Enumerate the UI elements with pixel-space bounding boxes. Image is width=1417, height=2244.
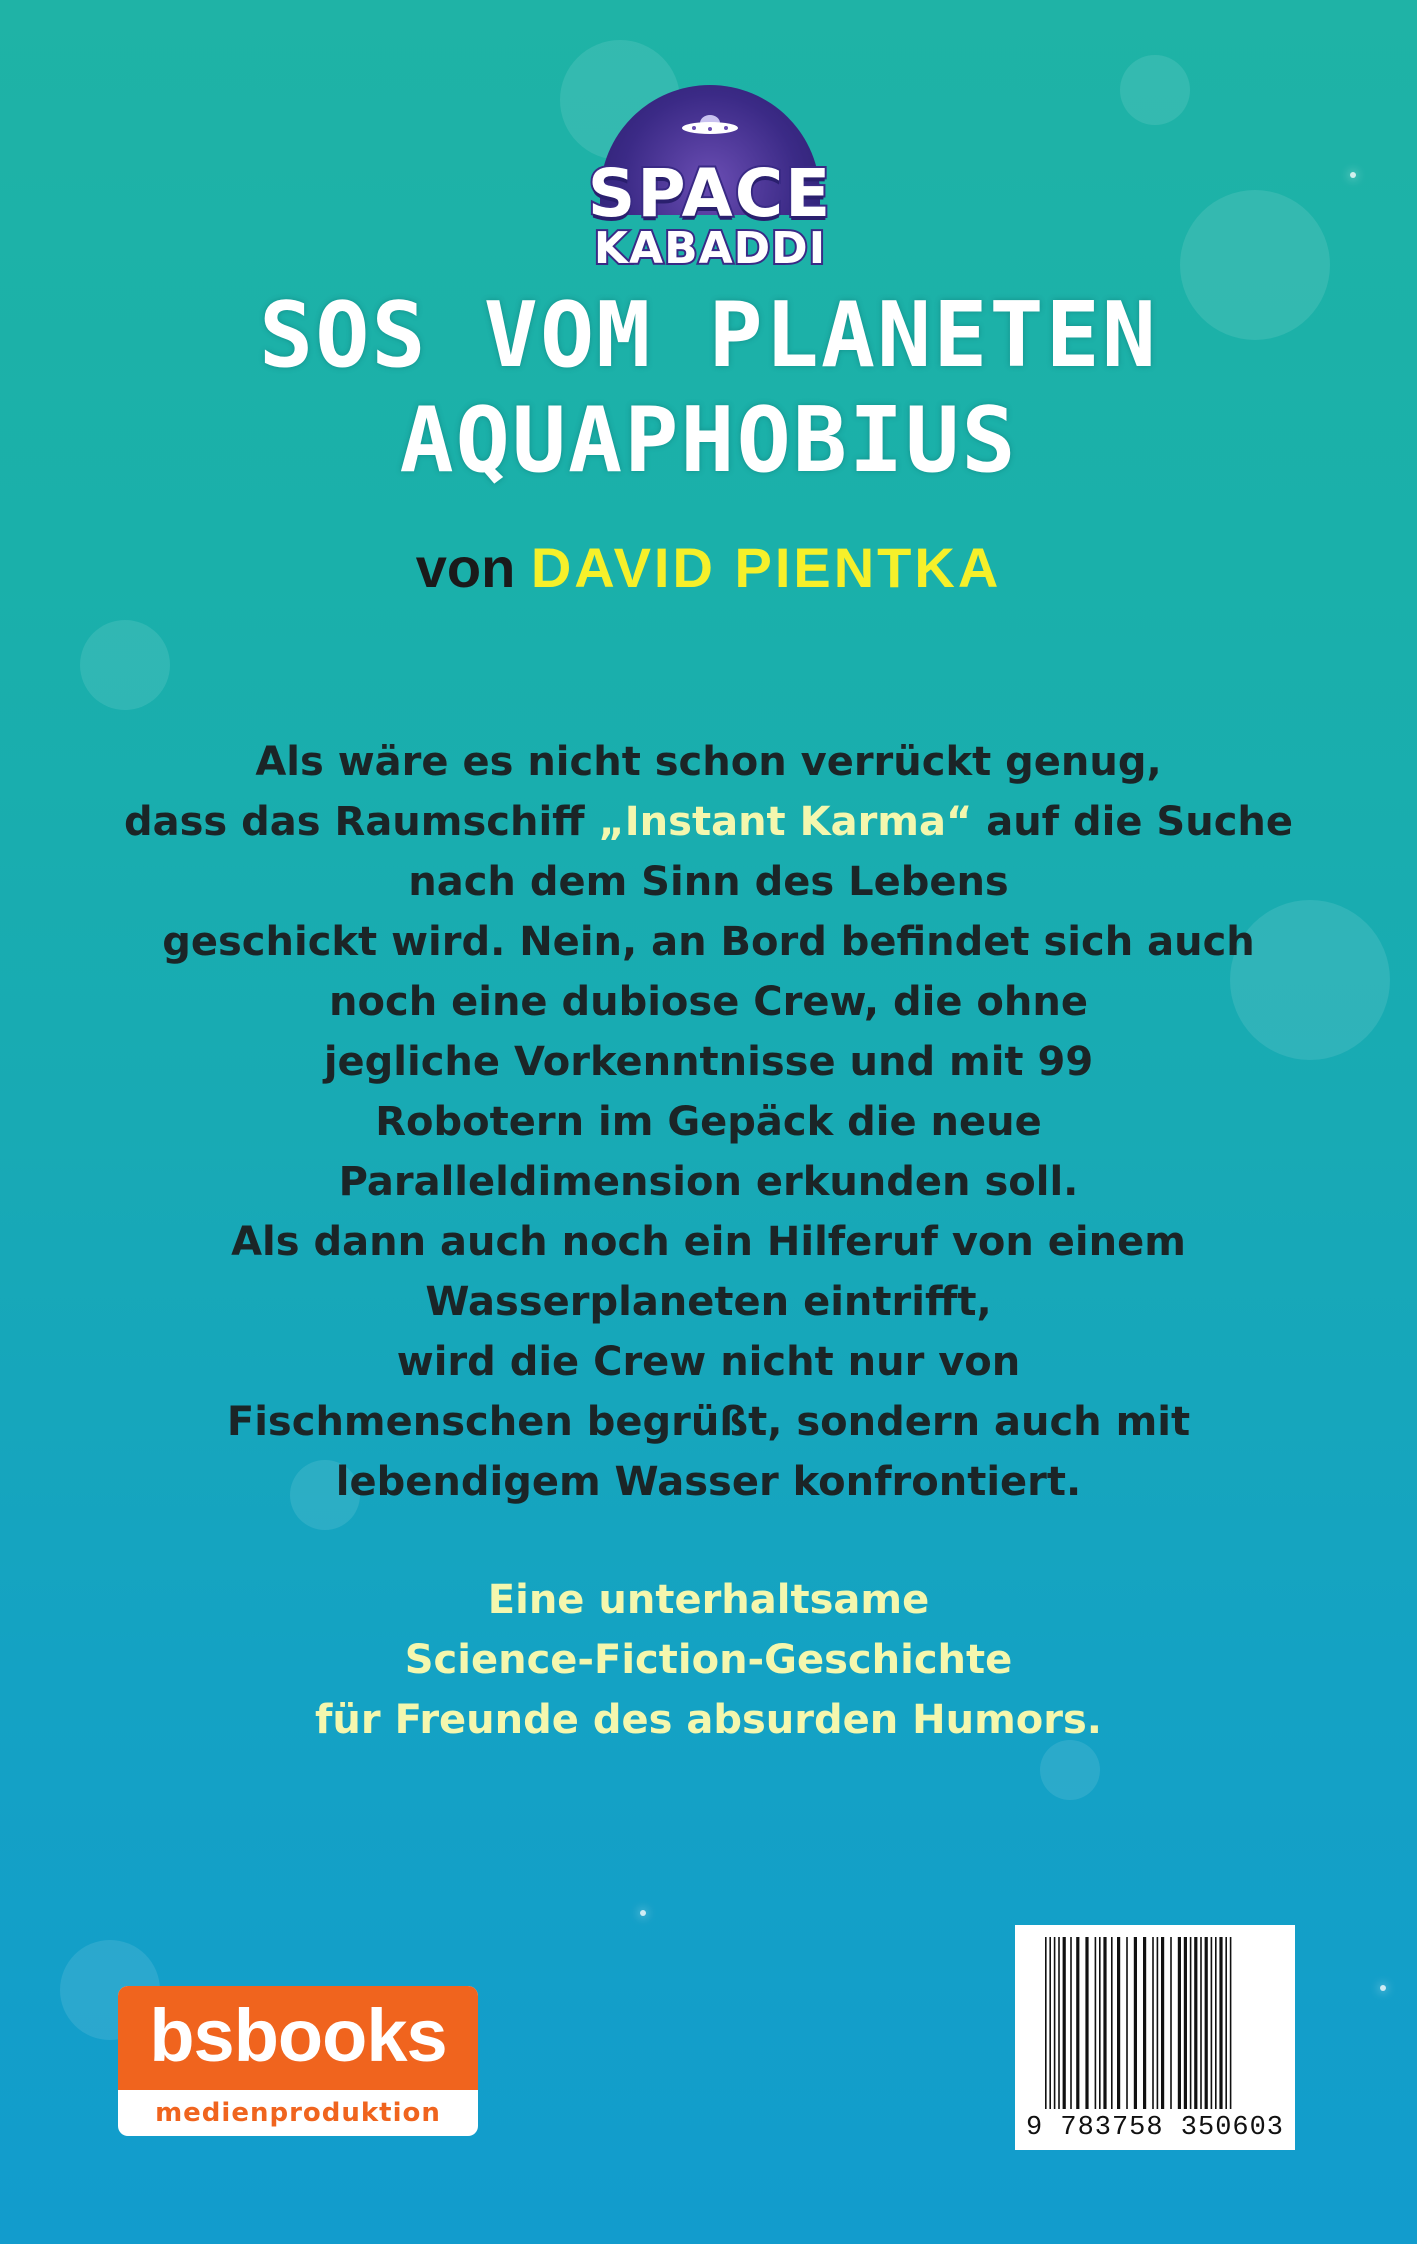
ship-name-highlight: „Instant Karma“ — [598, 799, 973, 845]
blurb-line — [100, 792, 1317, 852]
tagline-line: für Freunde des absurden Humors. — [315, 1697, 1102, 1743]
barcode-bar — [1225, 1937, 1227, 2109]
barcode-bar — [1170, 1937, 1172, 2109]
blurb-line: nach dem Sinn des Lebens — [408, 859, 1009, 905]
author-prefix: von — [415, 536, 516, 599]
barcode-bar — [1099, 1937, 1101, 2109]
logo-space-text: SPACE — [587, 155, 833, 232]
blurb-text — [100, 732, 1317, 1512]
isbn-barcode — [1015, 1925, 1295, 2150]
blurb-line: Wasserplaneten eintrifft, — [425, 1279, 992, 1325]
sparkle-decoration — [1350, 172, 1356, 178]
logo-kabaddi-text: KABADDI — [593, 223, 827, 274]
blurb-line: lebendigem Wasser konfrontiert. — [335, 1459, 1082, 1505]
barcode-bar — [1200, 1937, 1202, 2109]
blurb-line: Als dann auch noch ein Hilferuf von einem — [231, 1219, 1186, 1265]
barcode-bar — [1058, 1937, 1060, 2109]
barcode-bar — [1178, 1937, 1181, 2109]
tagline-line: Eine unterhaltsame — [487, 1577, 930, 1623]
barcode-bar — [1205, 1937, 1208, 2109]
blurb-line: Robotern im Gepäck die neue — [375, 1099, 1042, 1145]
blurb-line-part: auf die Suche — [972, 799, 1294, 845]
series-logo — [560, 85, 860, 275]
blurb-line: Fischmenschen begrüßt, sondern auch mit — [226, 1399, 1191, 1445]
blurb-line: Als wäre es nicht schon verrückt genug, — [255, 739, 1162, 785]
barcode-bar — [1211, 1937, 1213, 2109]
barcode-bar — [1054, 1937, 1056, 2109]
blurb-line: jegliche Vorkenntnisse und mit 99 — [323, 1039, 1094, 1085]
barcode-bar — [1157, 1937, 1159, 2109]
bubble-decoration — [80, 620, 170, 710]
barcode-bar — [1126, 1937, 1128, 2109]
sparkle-decoration — [1380, 1985, 1386, 1991]
barcode-bar — [1230, 1937, 1232, 2109]
publisher-logo — [118, 1986, 478, 2136]
barcode-bar — [1095, 1937, 1097, 2109]
blurb-line: noch eine dubiose Crew, die ohne — [329, 979, 1088, 1025]
publisher-name: bsbooks — [118, 1986, 478, 2090]
blurb-line: geschickt wird. Nein, an Bord befindet sich auch — [162, 919, 1255, 965]
barcode-bar — [1117, 1937, 1120, 2109]
barcode-bar — [1045, 1937, 1047, 2109]
barcode-bar — [1184, 1937, 1187, 2109]
author-name: DAVID PIENTKA — [530, 536, 1002, 599]
barcode-bar — [1049, 1937, 1051, 2109]
barcode-bar — [1143, 1937, 1146, 2109]
barcode-bar — [1219, 1937, 1222, 2109]
blurb-line-part: dass das Raumschiff — [123, 799, 599, 845]
publisher-subtitle: medienproduktion — [155, 2098, 441, 2128]
barcode-bar — [1215, 1937, 1217, 2109]
barcode-bar — [1161, 1937, 1164, 2109]
barcode-bar — [1063, 1937, 1066, 2109]
sparkle-decoration — [640, 1910, 646, 1916]
barcode-bar — [1152, 1937, 1154, 2109]
tagline-line: Science-Fiction-Geschichte — [404, 1637, 1013, 1683]
barcode-bar — [1111, 1937, 1113, 2109]
barcode-bars — [1045, 1937, 1265, 2109]
barcode-bar — [1190, 1937, 1192, 2109]
book-title-line-1: SOS VOM PLANETEN — [259, 283, 1158, 388]
barcode-bar — [1070, 1937, 1072, 2109]
book-title-line-2: AQUAPHOBIUS — [399, 388, 1018, 493]
barcode-bar — [1194, 1937, 1197, 2109]
isbn-digits: 9 783758 350603 — [1025, 2113, 1285, 2143]
tagline-text — [100, 1570, 1317, 1750]
barcode-bar — [1076, 1937, 1079, 2109]
barcode-bar — [1103, 1937, 1106, 2109]
bubble-decoration — [1120, 55, 1190, 125]
author-line — [0, 535, 1417, 600]
barcode-bar — [1085, 1937, 1088, 2109]
blurb-line: wird die Crew nicht nur von — [396, 1339, 1021, 1385]
ufo-icon — [680, 113, 740, 137]
blurb-line: Paralleldimension erkunden soll. — [338, 1159, 1079, 1205]
barcode-bar — [1134, 1937, 1137, 2109]
